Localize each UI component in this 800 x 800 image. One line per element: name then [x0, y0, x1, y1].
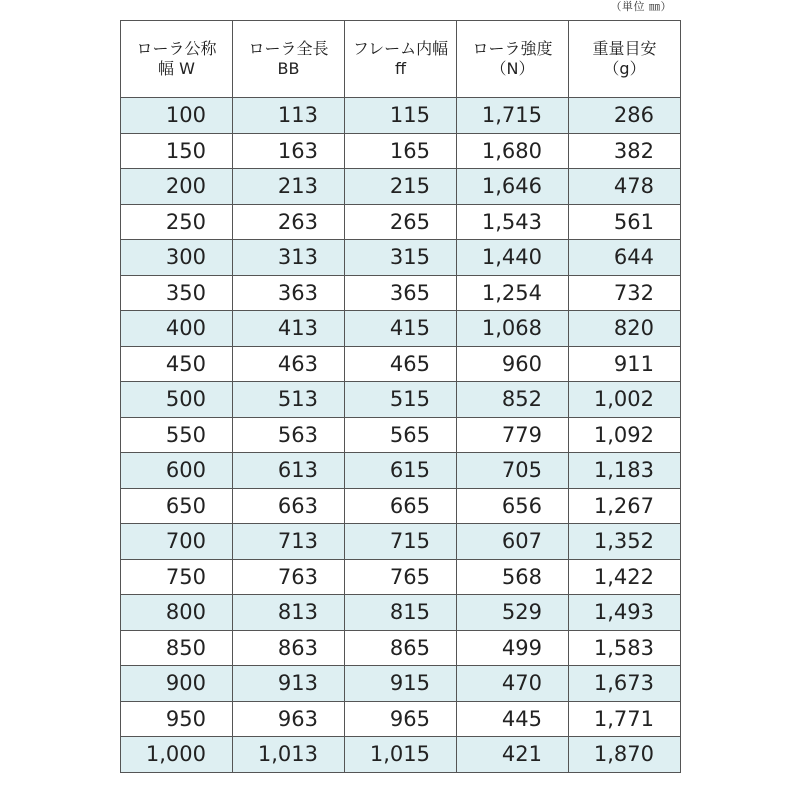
cell-total-length: 613: [233, 453, 345, 489]
cell-roller-strength: 470: [457, 666, 569, 702]
cell-weight-estimate: 561: [569, 204, 681, 240]
header-line: BB: [277, 59, 300, 78]
table-row: [121, 169, 681, 205]
cell-weight-estimate: 1,002: [569, 382, 681, 418]
cell-weight-estimate: 1,267: [569, 488, 681, 524]
cell-nominal-width: 450: [121, 346, 233, 382]
cell-frame-inner-width: 265: [345, 204, 457, 240]
cell-nominal-width: 300: [121, 240, 233, 276]
header-row: [121, 21, 681, 98]
cell-total-length: 363: [233, 275, 345, 311]
header-line: 重量目安: [592, 39, 657, 58]
header-line: フレーム内幅: [352, 39, 449, 58]
table-row: [121, 524, 681, 560]
table-row: [121, 453, 681, 489]
cell-total-length: 863: [233, 630, 345, 666]
cell-frame-inner-width: 615: [345, 453, 457, 489]
cell-total-length: 513: [233, 382, 345, 418]
table-header: [121, 21, 681, 98]
cell-roller-strength: 852: [457, 382, 569, 418]
cell-total-length: 413: [233, 311, 345, 347]
cell-nominal-width: 400: [121, 311, 233, 347]
table-row: [121, 240, 681, 276]
cell-frame-inner-width: 565: [345, 417, 457, 453]
cell-total-length: 963: [233, 701, 345, 737]
header-line: （N）: [490, 59, 535, 78]
cell-weight-estimate: 644: [569, 240, 681, 276]
table-row: [121, 488, 681, 524]
cell-weight-estimate: 1,493: [569, 595, 681, 631]
cell-weight-estimate: 1,771: [569, 701, 681, 737]
cell-frame-inner-width: 915: [345, 666, 457, 702]
cell-roller-strength: 1,440: [457, 240, 569, 276]
cell-weight-estimate: 1,183: [569, 453, 681, 489]
cell-frame-inner-width: 865: [345, 630, 457, 666]
cell-total-length: 813: [233, 595, 345, 631]
cell-nominal-width: 650: [121, 488, 233, 524]
cell-frame-inner-width: 765: [345, 559, 457, 595]
cell-frame-inner-width: 1,015: [345, 737, 457, 773]
cell-weight-estimate: 732: [569, 275, 681, 311]
cell-total-length: 763: [233, 559, 345, 595]
cell-weight-estimate: 911: [569, 346, 681, 382]
cell-roller-strength: 607: [457, 524, 569, 560]
table-row: [121, 417, 681, 453]
cell-total-length: 213: [233, 169, 345, 205]
cell-total-length: 463: [233, 346, 345, 382]
cell-roller-strength: 1,543: [457, 204, 569, 240]
header-line: ローラ全長: [248, 39, 329, 58]
cell-frame-inner-width: 515: [345, 382, 457, 418]
cell-total-length: 913: [233, 666, 345, 702]
cell-weight-estimate: 1,870: [569, 737, 681, 773]
cell-frame-inner-width: 365: [345, 275, 457, 311]
header-line: ローラ強度: [472, 39, 553, 58]
table-row: [121, 98, 681, 134]
cell-roller-strength: 656: [457, 488, 569, 524]
cell-nominal-width: 1,000: [121, 737, 233, 773]
cell-frame-inner-width: 715: [345, 524, 457, 560]
cell-roller-strength: 499: [457, 630, 569, 666]
header-frame-inner-width: [345, 21, 457, 98]
cell-total-length: 663: [233, 488, 345, 524]
cell-weight-estimate: 382: [569, 133, 681, 169]
cell-nominal-width: 850: [121, 630, 233, 666]
cell-roller-strength: 1,646: [457, 169, 569, 205]
header-weight-estimate: [569, 21, 681, 98]
cell-nominal-width: 800: [121, 595, 233, 631]
cell-nominal-width: 200: [121, 169, 233, 205]
cell-roller-strength: 1,068: [457, 311, 569, 347]
cell-nominal-width: 950: [121, 701, 233, 737]
cell-weight-estimate: 1,673: [569, 666, 681, 702]
cell-roller-strength: 1,254: [457, 275, 569, 311]
cell-roller-strength: 960: [457, 346, 569, 382]
table-row: [121, 701, 681, 737]
roller-spec-table: [120, 20, 681, 773]
cell-weight-estimate: 1,352: [569, 524, 681, 560]
cell-nominal-width: 150: [121, 133, 233, 169]
cell-roller-strength: 1,715: [457, 98, 569, 134]
cell-nominal-width: 100: [121, 98, 233, 134]
cell-roller-strength: 445: [457, 701, 569, 737]
table-row: [121, 133, 681, 169]
cell-frame-inner-width: 465: [345, 346, 457, 382]
cell-nominal-width: 500: [121, 382, 233, 418]
cell-total-length: 263: [233, 204, 345, 240]
table-row: [121, 346, 681, 382]
cell-roller-strength: 421: [457, 737, 569, 773]
header-nominal-width: [121, 21, 233, 98]
cell-roller-strength: 529: [457, 595, 569, 631]
cell-weight-estimate: 1,422: [569, 559, 681, 595]
cell-nominal-width: 600: [121, 453, 233, 489]
cell-roller-strength: 1,680: [457, 133, 569, 169]
cell-roller-strength: 779: [457, 417, 569, 453]
cell-frame-inner-width: 215: [345, 169, 457, 205]
table-row: [121, 311, 681, 347]
cell-total-length: 113: [233, 98, 345, 134]
cell-weight-estimate: 820: [569, 311, 681, 347]
table-row: [121, 382, 681, 418]
cell-weight-estimate: 1,092: [569, 417, 681, 453]
cell-nominal-width: 750: [121, 559, 233, 595]
table-row: [121, 559, 681, 595]
cell-nominal-width: 900: [121, 666, 233, 702]
header-line: ff: [394, 59, 407, 78]
cell-nominal-width: 700: [121, 524, 233, 560]
cell-frame-inner-width: 115: [345, 98, 457, 134]
cell-nominal-width: 350: [121, 275, 233, 311]
cell-frame-inner-width: 165: [345, 133, 457, 169]
cell-total-length: 713: [233, 524, 345, 560]
cell-frame-inner-width: 415: [345, 311, 457, 347]
cell-roller-strength: 705: [457, 453, 569, 489]
table-row: [121, 275, 681, 311]
cell-total-length: 563: [233, 417, 345, 453]
header-line: （g）: [603, 59, 646, 78]
header-line: 幅 W: [158, 59, 195, 78]
cell-weight-estimate: 478: [569, 169, 681, 205]
table-row: [121, 204, 681, 240]
cell-frame-inner-width: 815: [345, 595, 457, 631]
table-row: [121, 595, 681, 631]
cell-roller-strength: 568: [457, 559, 569, 595]
cell-frame-inner-width: 665: [345, 488, 457, 524]
table-row: [121, 737, 681, 773]
cell-nominal-width: 250: [121, 204, 233, 240]
cell-total-length: 313: [233, 240, 345, 276]
header-total-length: [233, 21, 345, 98]
table-row: [121, 666, 681, 702]
cell-total-length: 163: [233, 133, 345, 169]
header-line: ローラ公称: [136, 39, 217, 58]
cell-total-length: 1,013: [233, 737, 345, 773]
table-row: [121, 630, 681, 666]
cell-frame-inner-width: 965: [345, 701, 457, 737]
unit-note: （単位 ㎜）: [610, 0, 672, 13]
table-body: [121, 98, 681, 773]
cell-weight-estimate: 1,583: [569, 630, 681, 666]
cell-nominal-width: 550: [121, 417, 233, 453]
cell-frame-inner-width: 315: [345, 240, 457, 276]
cell-weight-estimate: 286: [569, 98, 681, 134]
header-roller-strength: [457, 21, 569, 98]
